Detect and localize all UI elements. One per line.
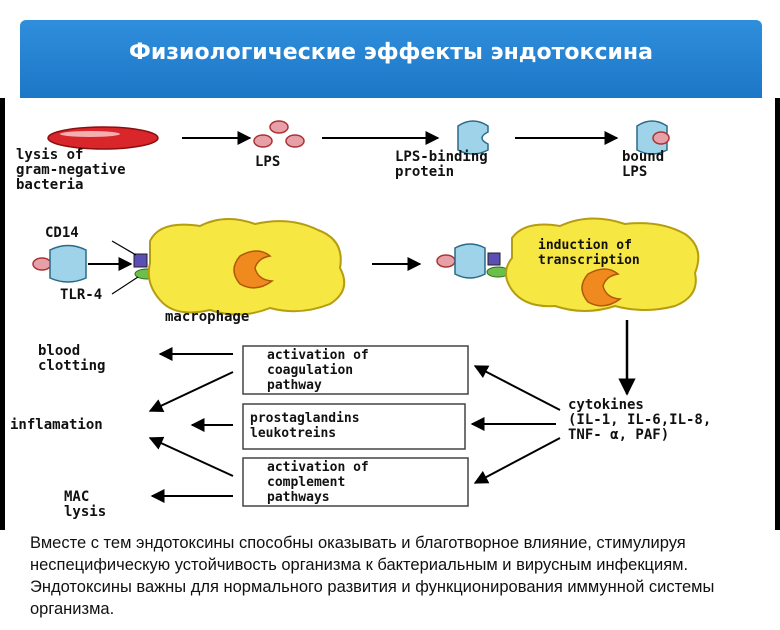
endotoxin-diagram bbox=[0, 98, 780, 528]
macrophage-label: macrophage bbox=[165, 309, 250, 325]
arrow-cytokines-to-coagulation bbox=[475, 366, 560, 410]
lps-molecules bbox=[254, 121, 304, 147]
gram-negative-bacterium bbox=[48, 127, 158, 149]
lysis-label: lysis of gram-negative bacteria bbox=[16, 147, 126, 193]
blood-clotting-label: blood clotting bbox=[38, 343, 106, 374]
receptor-complex-right bbox=[437, 244, 509, 278]
coagulation-box-label: activation of coagulation pathway bbox=[267, 348, 369, 393]
tlr4-label: TLR-4 bbox=[60, 287, 103, 303]
arrow-cytokines-to-complement bbox=[475, 438, 560, 483]
prostaglandins-box-label: prostaglandins leukotreins bbox=[250, 411, 360, 441]
inflamation-label: inflamation bbox=[10, 417, 103, 433]
complement-box-label: activation of complement pathways bbox=[267, 460, 369, 505]
title-bar bbox=[20, 20, 762, 100]
lps-label: LPS bbox=[255, 154, 281, 170]
induction-label: induction of transcription bbox=[538, 238, 640, 268]
tlr4-pointer bbox=[112, 277, 138, 294]
diagram-frame-left bbox=[0, 98, 5, 530]
cytokines-label: cytokines (IL-1, IL-6,IL-8, TNF- α, PAF) bbox=[568, 397, 712, 443]
arrow-coagulation-to-inflamation bbox=[150, 372, 233, 411]
cd14-label: CD14 bbox=[45, 225, 79, 241]
lps-binding-protein-label: LPS-binding protein bbox=[395, 149, 488, 180]
page-title: Физиологические эффекты эндотоксина bbox=[129, 40, 653, 65]
mac-lysis-label: MAC lysis bbox=[64, 489, 107, 520]
bound-lps-label: bound LPS bbox=[622, 149, 665, 180]
diagram-frame-right bbox=[775, 98, 780, 530]
cd14-pointer bbox=[112, 241, 136, 255]
caption-text: Вместе с тем эндотоксины способны оказывать и благотворное влияние, стимулируя неспецифическую устойчивость организма к бактериальным и вирусным инфекциям. Эндотоксины важны для нормального развития и функционирования иммунной системы организма. bbox=[30, 534, 715, 618]
arrow-complement-to-inflamation bbox=[150, 438, 233, 476]
